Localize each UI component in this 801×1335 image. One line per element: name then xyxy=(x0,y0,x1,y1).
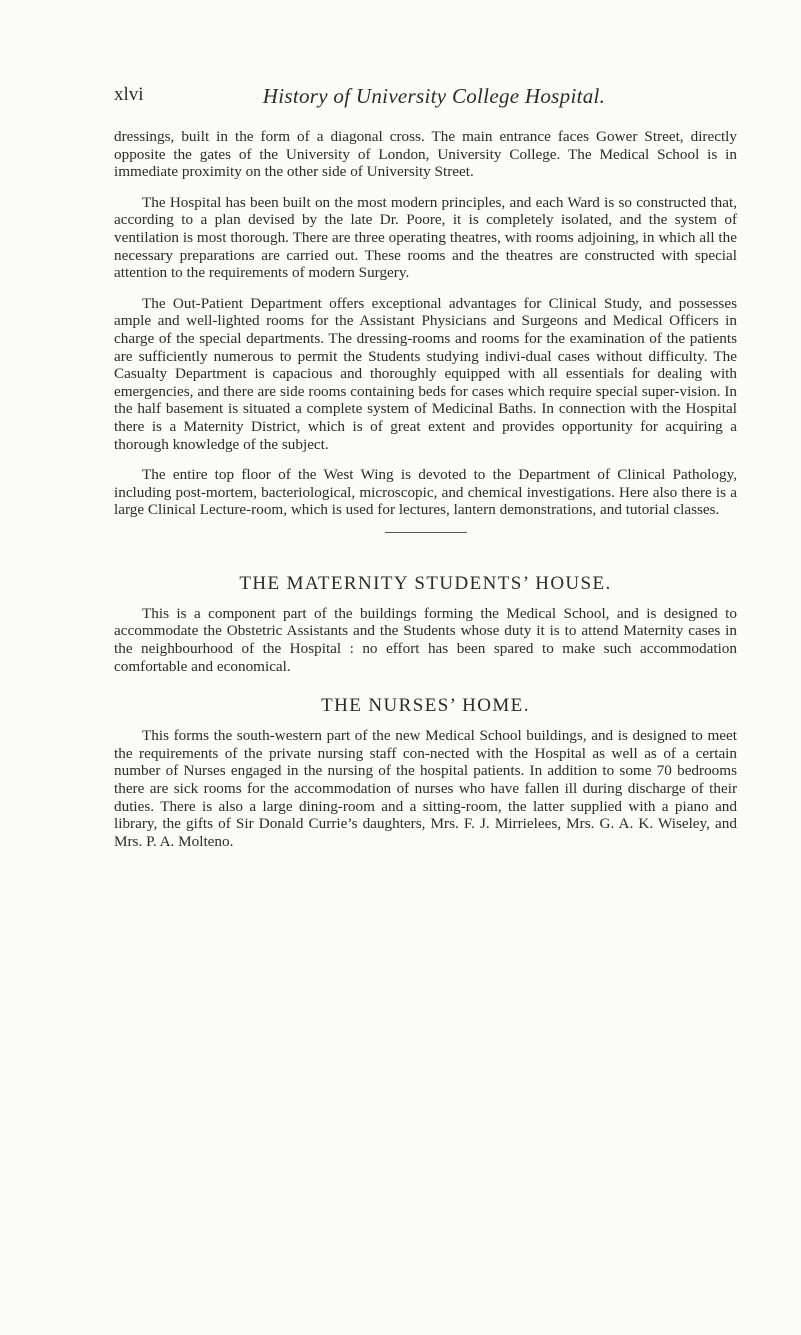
heading-nurses-home: THE NURSES’ HOME. xyxy=(321,695,530,717)
paragraph-out-patient: The Out-Patient Department offers exceptional advantages for Clinical Study, and possesses ample and well-lighted rooms for the Assistant Physicians and Surgeons and Medical Officers in charge of the special departments. The dressing-rooms and rooms for the examination of the patients are sufficiently numerous to permit the Students studying indivi-dual cases without difficulty. The Casualty Department is capacious and thoroughly equipped with all essentials for dealing with emergencies, and there are side rooms containing beds for cases which require special super-vision. In the half basement is situated a complete system of Medicinal Baths. In connection with the Hospital there is a Maternity District, which is of great extent and provides opportunity for acquiring a thorough knowledge of the subject. xyxy=(114,294,737,453)
heading-maternity-students-house: THE MATERNITY STUDENTS’ HOUSE. xyxy=(239,572,612,594)
section-divider xyxy=(385,532,467,533)
running-title: History of University College Hospital. xyxy=(262,84,606,108)
paragraph-nurses: This forms the south-western part of the new Medical School buildings, and is designed to meet the requirements of the private nursing staff con-nected with the Hospital as well as of a certain number of Nurses engaged in the nursing of the hospital patients. In addition to some 70 bedrooms there are sick rooms for the accommodation of nurses who have fallen ill during discharge of their duties. There is also a large dining-room and a sitting-room, the latter supplied with a piano and library, the gifts of Sir Donald Currie’s daughters, Mrs. F. J. Mirrielees, Mrs. G. A. K. Wiseley, and Mrs. P. A. Molteno. xyxy=(114,727,737,850)
page-header xyxy=(114,84,734,114)
paragraph-continuation: dressings, built in the form of a diagonal cross. The main entrance faces Gower Street, directly opposite the gates of the University of London, University College. The Medical School is in immediate proximity on the other side of University Street. xyxy=(114,128,737,181)
paragraph-west-wing: The entire top floor of the West Wing is devoted to the Department of Clinical Pathology, including post-mortem, bacteriological, microscopic, and chemical investigations. Here also there is a large Clinical Lecture-room, which is used for lectures, lantern demonstrations, and tutorial classes. xyxy=(114,466,737,519)
page-number: xlvi xyxy=(114,84,144,105)
paragraph-construction: The Hospital has been built on the most modern principles, and each Ward is so constructed that, according to a plan devised by the late Dr. Poore, it is completely isolated, and the system of ventilation is most thorough. There are three operating theatres, with rooms adjoining, in which all the necessary preparations are carried out. These rooms and the theatres are constructed with special attention to the requirements of modern Surgery. xyxy=(114,193,737,282)
page-body xyxy=(114,128,737,863)
paragraph-maternity: This is a component part of the buildings forming the Medical School, and is designed to accommodate the Obstetric Assistants and the Students whose duty it is to attend Maternity cases in the neighbourhood of the Hospital : no effort has been spared to make such accommodation comfortable and economical. xyxy=(114,604,737,675)
